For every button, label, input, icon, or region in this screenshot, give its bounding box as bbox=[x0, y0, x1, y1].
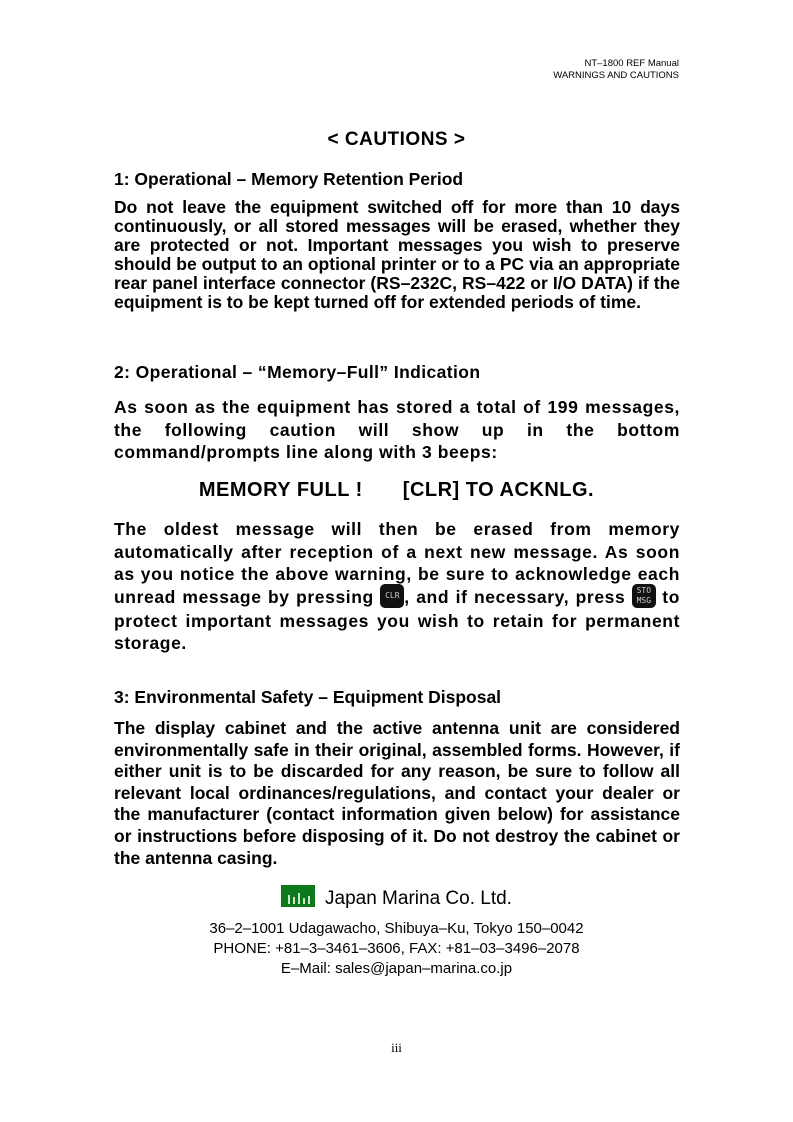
caution-1-body: Do not leave the equipment switched off for more than 10 days continuously, or all stored messages will be erased, whether they are protected or not. Important messages you wish to preserve should be output to an optional printer or to a PC via an appropriate rear panel interface connector (RS–232C, RS–422 or I/O DATA) if the equipment is to be kept turned off for extended periods of time. bbox=[114, 197, 680, 312]
company-contact bbox=[0, 919, 793, 979]
manual-name: NT–1800 REF Manual bbox=[584, 58, 679, 69]
caution-2-text-b: , and if necessary, press bbox=[404, 586, 626, 607]
clr-key-icon bbox=[380, 584, 404, 608]
company-name: Japan Marina Co. Ltd. bbox=[325, 888, 512, 910]
page-title: < CAUTIONS > bbox=[327, 129, 466, 150]
caution-2-heading: 2: Operational – “Memory–Full” Indication bbox=[114, 362, 481, 382]
caution-2-text-c: to protect important messages you wish to retain for permanent storage. bbox=[114, 586, 680, 654]
memory-full-text: MEMORY FULL ! bbox=[198, 479, 363, 501]
caution-1-heading: 1: Operational – Memory Retention Period bbox=[114, 169, 464, 189]
company-logo-icon bbox=[281, 885, 315, 907]
company-phone: PHONE: +81–3–3461–3606, FAX: +81–03–3496–2078 bbox=[213, 940, 580, 957]
section-name: WARNINGS AND CAUTIONS bbox=[553, 70, 679, 81]
caution-3-body: The display cabinet and the active antenna unit are considered environmentally safe in their original, assembled forms. However, if either unit is to be discarded for any reason, be sure to follow all relevant local ordinances/regulations, and contact your dealer or the manufacturer (contact information given below) for assistance or instructions before disposing of it. Do not destroy the cabinet or the antenna casing. bbox=[114, 718, 680, 868]
company-address: 36–2–1001 Udagawacho, Shibuya–Ku, Tokyo 150–0042 bbox=[209, 920, 584, 937]
sto-msg-key-icon bbox=[632, 584, 656, 608]
caution-3-heading: 3: Environmental Safety – Equipment Disposal bbox=[114, 687, 502, 707]
caution-2-body-2 bbox=[114, 518, 680, 655]
caution-2-body: As soon as the equipment has stored a total of 199 messages, the following caution will show up in the bottom command/prompts line along with 3 beeps: bbox=[114, 397, 680, 462]
running-header bbox=[553, 58, 679, 82]
msg-key-label: MSG bbox=[636, 595, 652, 605]
clr-key-label: CLR bbox=[385, 590, 400, 600]
page-number: iii bbox=[391, 1040, 402, 1055]
memory-full-message bbox=[0, 479, 793, 502]
caution-2-text-a: The oldest message will then be erased from memory automatically after reception of a next new message. As soon as you notice the above warning, be sure to acknowledge each unread message by pressing bbox=[114, 519, 680, 607]
company-email[interactable]: E–Mail: sales@japan–marina.co.jp bbox=[280, 960, 513, 977]
sto-key-label: STO bbox=[636, 585, 652, 595]
acknowledge-instruction: [CLR] TO ACKNLG. bbox=[402, 479, 595, 501]
company-name-line bbox=[0, 888, 793, 910]
